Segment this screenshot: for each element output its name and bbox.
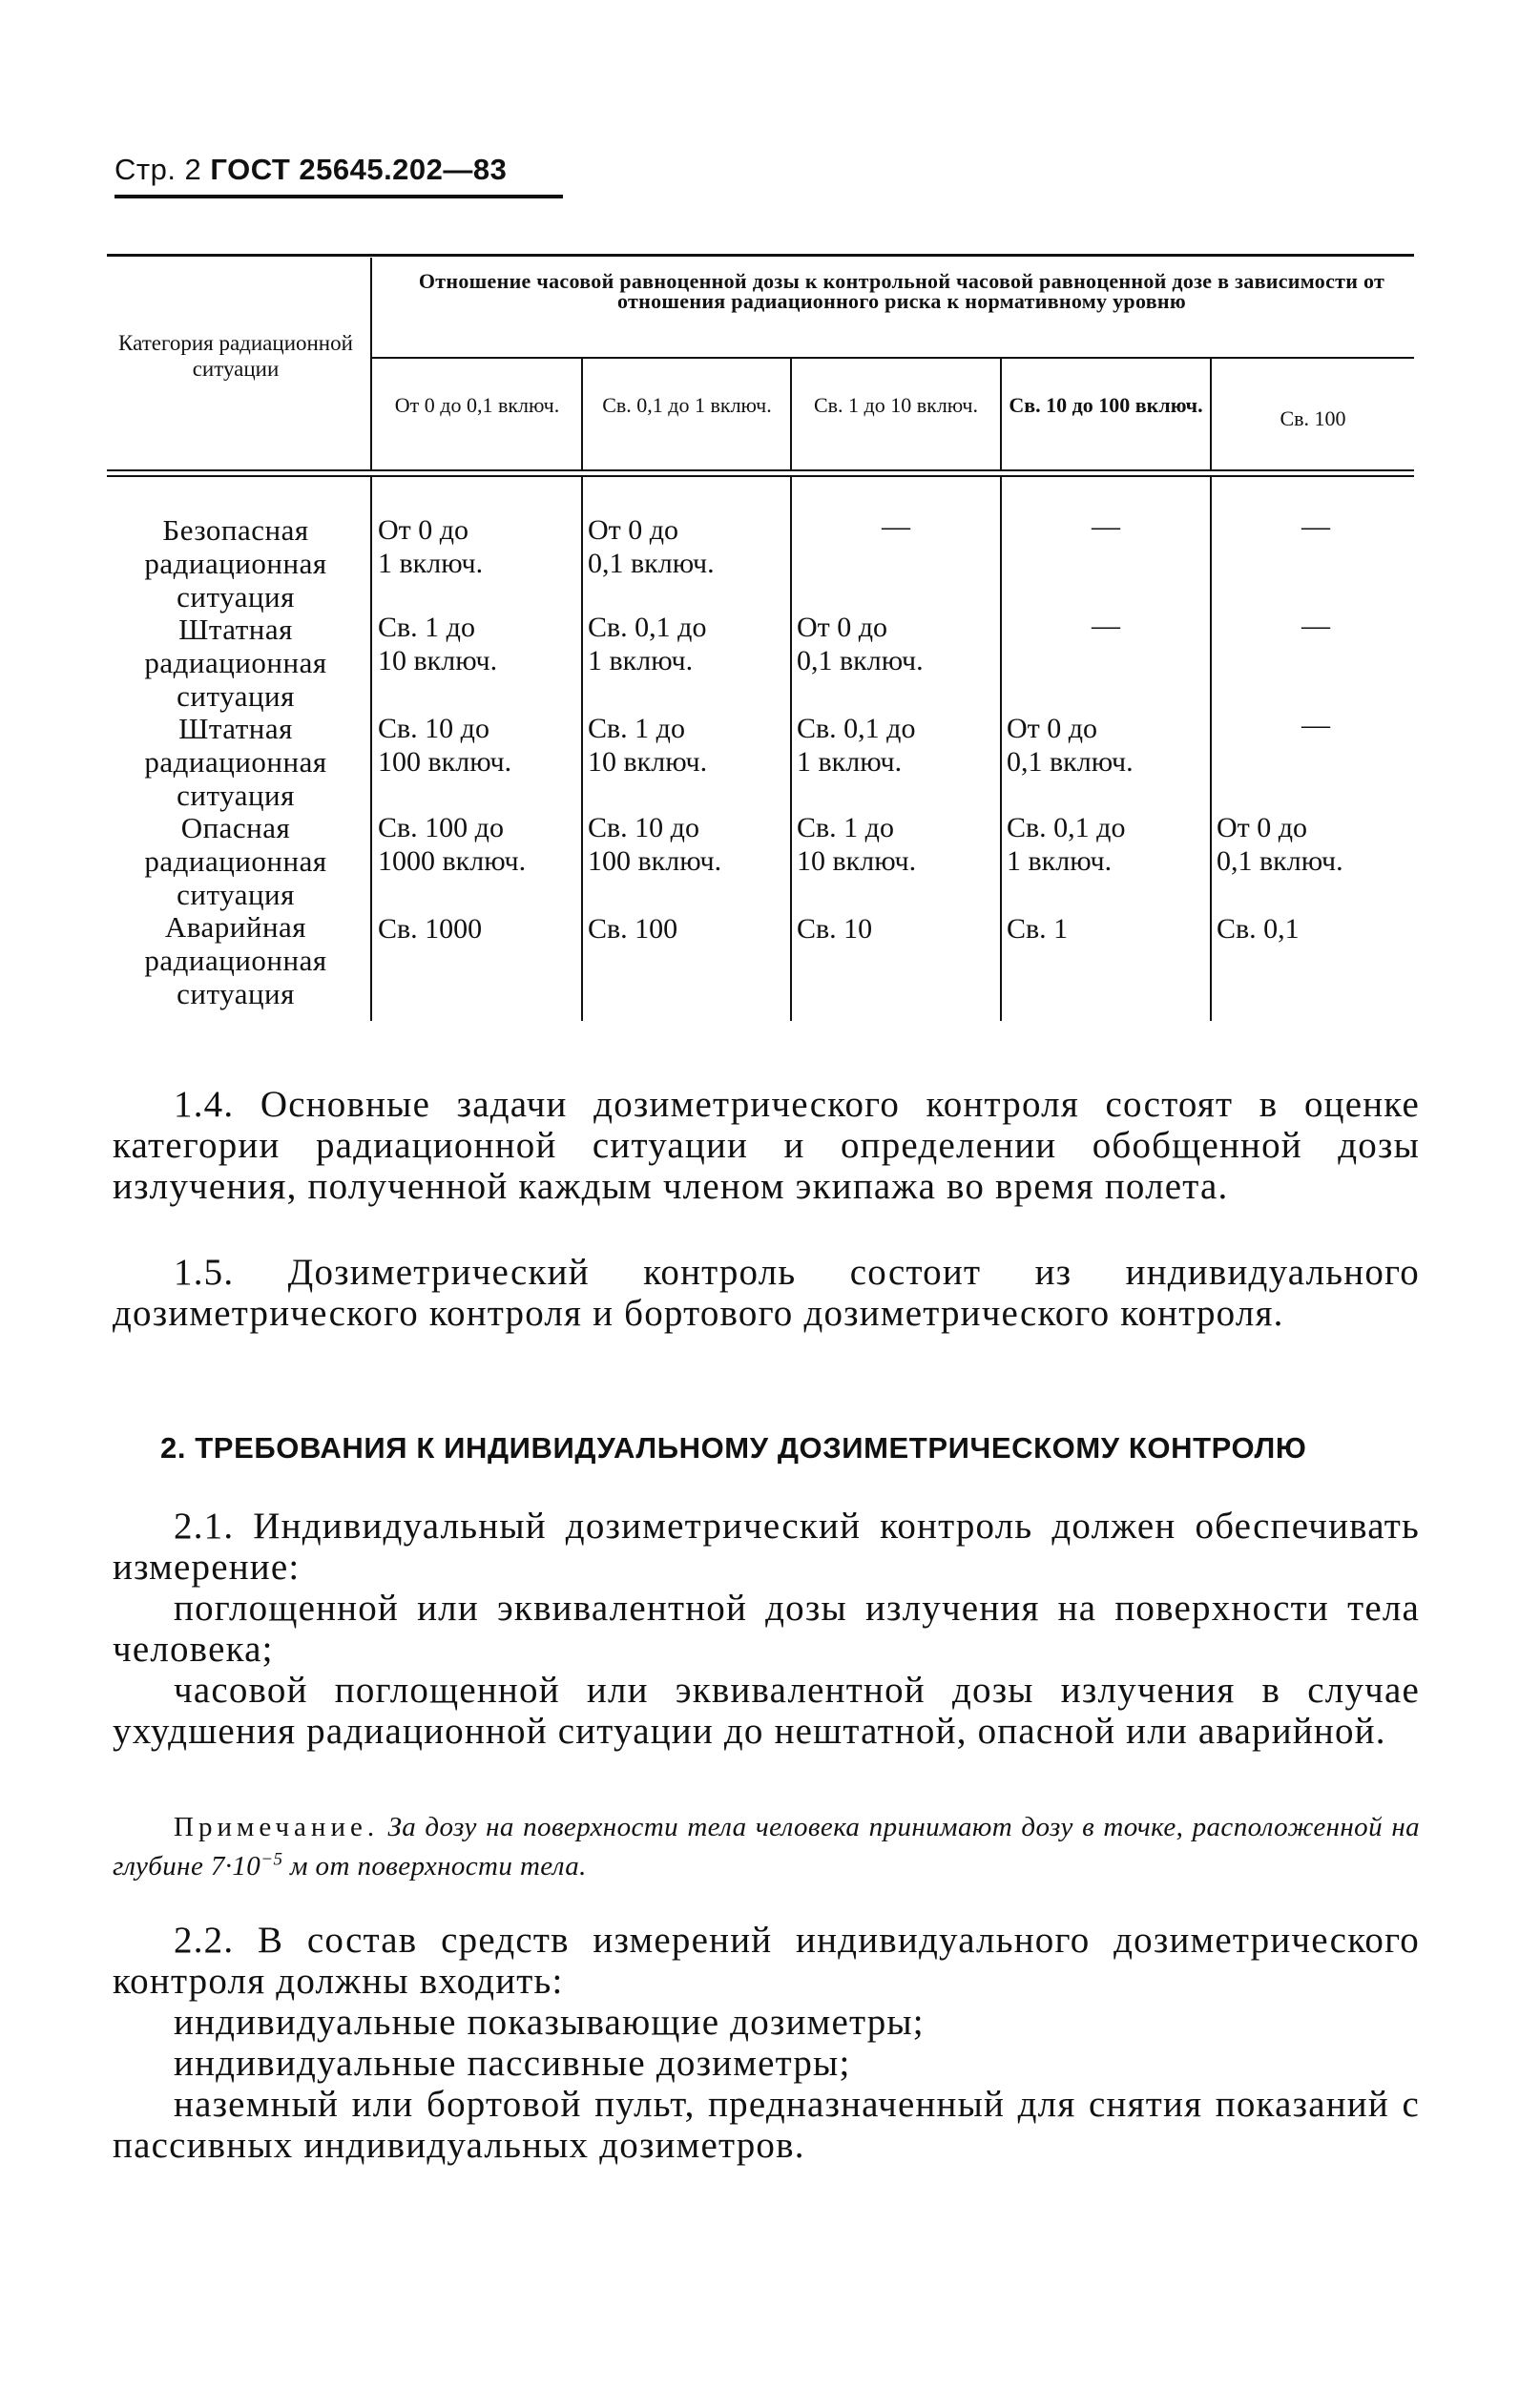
- col-divider: [790, 477, 792, 1021]
- note-text-end: м от поверхности тела.: [282, 1850, 587, 1882]
- standard-code: ГОСТ 25645.202—83: [210, 153, 508, 186]
- category-cell: Аварийная радиационная ситуация: [144, 910, 327, 1010]
- col-divider: [1210, 359, 1212, 469]
- category-cell: Опасная радиационная ситуация: [144, 811, 327, 911]
- note-exponent: −5: [260, 1849, 283, 1869]
- table-cell-empty: —: [1301, 610, 1330, 641]
- note: [113, 1811, 1420, 1882]
- table-cell-empty: —: [1301, 510, 1330, 542]
- paragraph-2-1-item: часовой поглощенной или эквивалентной дозы излучения в случае ухудшения радиационной ситуации до нештатной, опасной или аварийной.: [113, 1670, 1420, 1752]
- table-cell-empty: —: [1092, 510, 1120, 542]
- table-cell: Св. 0,1 до 1 включ.: [588, 612, 707, 676]
- col-divider: [370, 477, 372, 1021]
- section-2-title: 2. ТРЕБОВАНИЯ К ИНДИВИДУАЛЬНОМУ ДОЗИМЕТРИЧЕСКОМУ КОНТРОЛЮ: [160, 1431, 1307, 1465]
- table-cell: Св. 1 до 10 включ.: [378, 612, 498, 676]
- category-cell: Штатная радиационная ситуация: [144, 712, 327, 812]
- col-divider: [790, 359, 792, 469]
- table-cell: Св. 10: [797, 913, 873, 945]
- table-cell: Св. 0,1 до 1 включ.: [1007, 812, 1126, 877]
- table-cell: Св. 0,1 до 1 включ.: [797, 713, 916, 778]
- paragraph-1-5: 1.5. Дозиметрический контроль состоит из индивидуального дозиметрического контроля и бортового дозиметрического контроля.: [113, 1252, 1420, 1334]
- column-header: Св. 1 до 10 включ.: [814, 393, 978, 417]
- column-header: От 0 до 0,1 включ.: [394, 393, 560, 417]
- note-text: За дозу на поверхности тела человека принимают дозу в точке, расположенной на глубине 7·10: [113, 1812, 1421, 1882]
- table-cell: От 0 до 0,1 включ.: [1217, 812, 1343, 877]
- col-divider: [581, 477, 583, 1021]
- column-header: Св. 100: [1280, 406, 1346, 430]
- category-header: Категория радиационной ситуации: [118, 331, 353, 381]
- group-header: Отношение часовой равноценной дозы к контрольной часовой равноценной дозе в зависимости от отношения радиационного риска к нормативному уровню: [418, 269, 1385, 313]
- table-cell: От 0 до 1 включ.: [378, 514, 484, 579]
- header-bottom-rule-2: [107, 475, 1414, 477]
- page-header: [114, 153, 563, 198]
- table-cell: От 0 до 0,1 включ.: [588, 514, 715, 579]
- table-cell-empty: —: [882, 510, 910, 542]
- category-cell: Штатная радиационная ситуация: [144, 613, 327, 713]
- paragraph-2-2-item: индивидуальные показывающие дозиметры;: [174, 2002, 925, 2043]
- col-divider: [1000, 477, 1002, 1021]
- table-cell: Св. 100 до 1000 включ.: [378, 812, 527, 877]
- table-cell: Св. 1 до 10 включ.: [797, 812, 917, 877]
- column-header: Св. 0,1 до 1 включ.: [602, 393, 772, 417]
- paragraph-2-1-item: поглощенной или эквивалентной дозы излучения на поверхности тела человека;: [113, 1588, 1420, 1670]
- paragraph-2-2: 2.2. В состав средств измерений индивидуального дозиметрического контроля должны входить:: [113, 1920, 1420, 2002]
- paragraph-1-4: 1.4. Основные задачи дозиметрического контроля состоят в оценке категории радиационной ситуации и определении обобщенной дозы излучения, полученной каждым членом экипажа во время полета.: [113, 1084, 1420, 1207]
- paragraph-2-2-item: индивидуальные пассивные дозиметры;: [174, 2043, 851, 2084]
- table-cell: Св. 10 до 100 включ.: [378, 713, 512, 778]
- table-cell: От 0 до 0,1 включ.: [797, 612, 924, 676]
- header-split-rule: [370, 357, 1414, 359]
- category-cell: Безопасная радиационная ситуация: [144, 513, 327, 613]
- table-cell: Св. 1 до 10 включ.: [588, 713, 708, 778]
- table-top-rule: [107, 254, 1414, 257]
- table-cell: Св. 1000: [378, 913, 483, 945]
- col-divider: [581, 359, 583, 469]
- radiation-category-table: [107, 254, 1414, 1027]
- table-cell: От 0 до 0,1 включ.: [1007, 713, 1134, 778]
- page-number: Стр. 2: [114, 153, 202, 186]
- table-cell: Св. 100: [588, 913, 678, 945]
- col-divider: [1000, 359, 1002, 469]
- paragraph-2-2-item: наземный или бортовой пульт, предназначенный для снятия показаний с пассивных индивидуальных дозиметров.: [113, 2084, 1420, 2166]
- col-divider: [1210, 477, 1212, 1021]
- paragraph-2-1: 2.1. Индивидуальный дозиметрический контроль должен обеспечивать измерение:: [113, 1506, 1420, 1588]
- column-header: Св. 10 до 100 включ.: [1009, 393, 1203, 417]
- table-cell-empty: —: [1092, 610, 1120, 641]
- table-cell-empty: —: [1301, 709, 1330, 740]
- table-cell: Св. 1: [1007, 913, 1069, 945]
- header-bottom-rule: [107, 469, 1414, 471]
- col-divider: [370, 258, 372, 469]
- table-cell: Св. 10 до 100 включ.: [588, 812, 722, 877]
- note-label: Примечание.: [174, 1812, 380, 1842]
- table-cell: Св. 0,1: [1217, 913, 1300, 945]
